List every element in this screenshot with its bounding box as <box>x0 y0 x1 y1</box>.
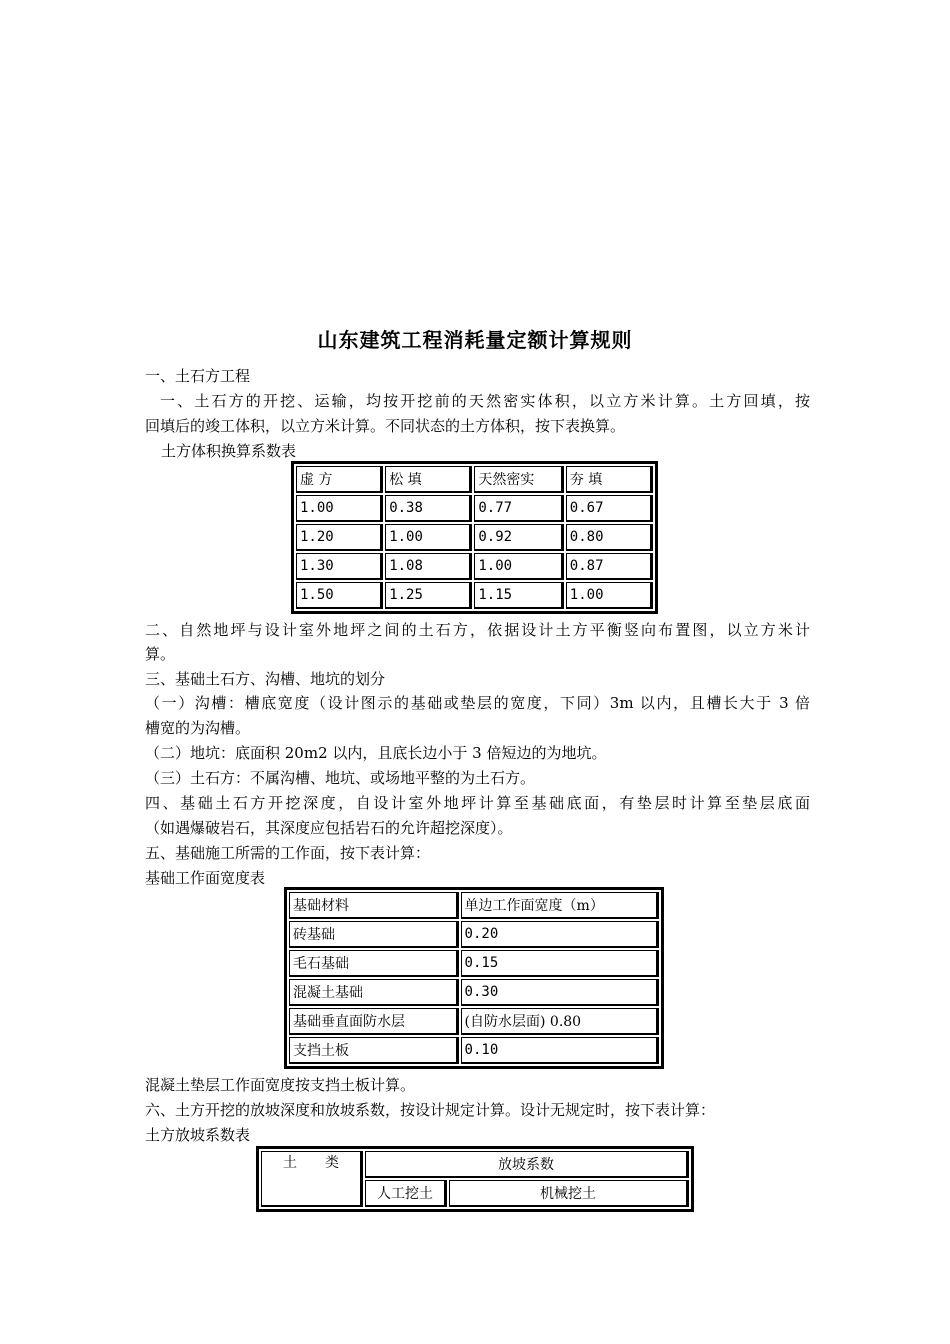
table-cell: 0.20 <box>461 921 659 948</box>
table-cell: 0.87 <box>566 553 653 580</box>
table-header-cell: 夯 填 <box>566 466 653 493</box>
table-row <box>289 1008 659 1035</box>
table-header-cell: 松 填 <box>385 466 472 493</box>
table-cell: 1.00 <box>296 495 383 522</box>
paragraph-line: 二、自然地坪与设计室外地坪之间的土石方，依据设计土方平衡竖向布置图，以立方米计 <box>145 621 810 639</box>
table-cell: 0.80 <box>566 524 653 551</box>
table-cell: 0.15 <box>461 950 659 977</box>
table-caption: 土方放坡系数表 <box>145 1126 251 1144</box>
table-cell: (自防水层面) 0.80 <box>461 1008 659 1035</box>
table-row <box>296 524 653 551</box>
paragraph-line: （三）土石方：不属沟槽、地坑、或场地平整的为土石方。 <box>145 769 536 787</box>
table-row <box>261 1151 689 1178</box>
table-row <box>289 1037 659 1064</box>
table-cell: 1.50 <box>296 582 383 609</box>
table-cell: 支挡土板 <box>289 1037 459 1064</box>
soil-volume-table <box>291 461 658 614</box>
table-cell: 0.10 <box>461 1037 659 1064</box>
table-cell: 1.30 <box>296 553 383 580</box>
slope-coefficient-table <box>256 1146 694 1212</box>
table-header-cell: 天然密实 <box>474 466 563 493</box>
paragraph-line: 五、基础施工所需的工作面，按下表计算： <box>145 844 431 862</box>
paragraph-line: （一）沟槽：槽底宽度（设计图示的基础或垫层的宽度，下同）3m 以内，且槽长大于 3 倍 <box>145 694 810 712</box>
paragraph-line: 混凝土垫层工作面宽度按支挡土板计算。 <box>145 1076 416 1094</box>
table-cell: 0.77 <box>474 495 563 522</box>
table-row <box>289 979 659 1006</box>
table-cell: 0.92 <box>474 524 563 551</box>
table-row <box>296 553 653 580</box>
table-cell: 毛石基础 <box>289 950 459 977</box>
table-header-cell: 虚 方 <box>296 466 383 493</box>
paragraph-line: 一、土石方的开挖、运输，均按开挖前的天然密实体积，以立方米计算。土方回填，按 <box>160 392 810 410</box>
paragraph-line: 四、基础土石方开挖深度，自设计室外地坪计算至基础底面，有垫层时计算至垫层底面 <box>145 794 810 812</box>
table-caption: 土方体积换算系数表 <box>161 442 297 460</box>
table-row <box>289 950 659 977</box>
paragraph-line: （二）地坑：底面积 20m2 以内，且底长边小于 3 倍短边的为地坑。 <box>145 744 607 762</box>
table-row <box>296 495 653 522</box>
table-cell: 1.08 <box>385 553 472 580</box>
table-cell: 0.38 <box>385 495 472 522</box>
paragraph-line: （如遇爆破岩石，其深度应包括岩石的允许超挖深度）。 <box>145 819 513 837</box>
table-cell: 1.00 <box>566 582 653 609</box>
table-cell: 0.30 <box>461 979 659 1006</box>
soil-type-header: 土 类 <box>261 1151 363 1207</box>
paragraph-line: 回填后的竣工体积，以立方米计算。不同状态的土方体积，按下表换算。 <box>145 417 626 435</box>
table-row <box>289 921 659 948</box>
table-row <box>296 582 653 609</box>
machine-excavation-header: 机械挖土 <box>449 1180 689 1207</box>
table-cell: 1.00 <box>474 553 563 580</box>
table-cell: 基础垂直面防水层 <box>289 1008 459 1035</box>
table-cell: 1.15 <box>474 582 563 609</box>
table-cell: 1.25 <box>385 582 472 609</box>
table-cell: 1.00 <box>385 524 472 551</box>
foundation-workspace-table <box>284 887 664 1069</box>
table-cell: 混凝土基础 <box>289 979 459 1006</box>
table-cell: 砖基础 <box>289 921 459 948</box>
table-cell: 1.20 <box>296 524 383 551</box>
table-caption: 基础工作面宽度表 <box>145 869 266 887</box>
table-header-cell: 基础材料 <box>289 892 459 919</box>
section-heading: 一、土石方工程 <box>145 367 251 385</box>
paragraph-line: 算。 <box>145 645 176 663</box>
table-header-cell: 单边工作面宽度（m） <box>461 892 659 919</box>
table-cell: 0.67 <box>566 495 653 522</box>
paragraph-line: 六、土方开挖的放坡深度和放坡系数，按设计规定计算。设计无规定时，按下表计算： <box>145 1101 716 1119</box>
slope-coefficient-header: 放坡系数 <box>365 1151 689 1178</box>
table-row <box>296 466 653 493</box>
section-heading: 三、基础土石方、沟槽、地坑的划分 <box>145 670 386 688</box>
table-row <box>289 892 659 919</box>
paragraph-line: 槽宽的为沟槽。 <box>145 719 251 737</box>
manual-excavation-header: 人工挖土 <box>365 1180 447 1207</box>
page-title: 山东建筑工程消耗量定额计算规则 <box>317 328 633 352</box>
